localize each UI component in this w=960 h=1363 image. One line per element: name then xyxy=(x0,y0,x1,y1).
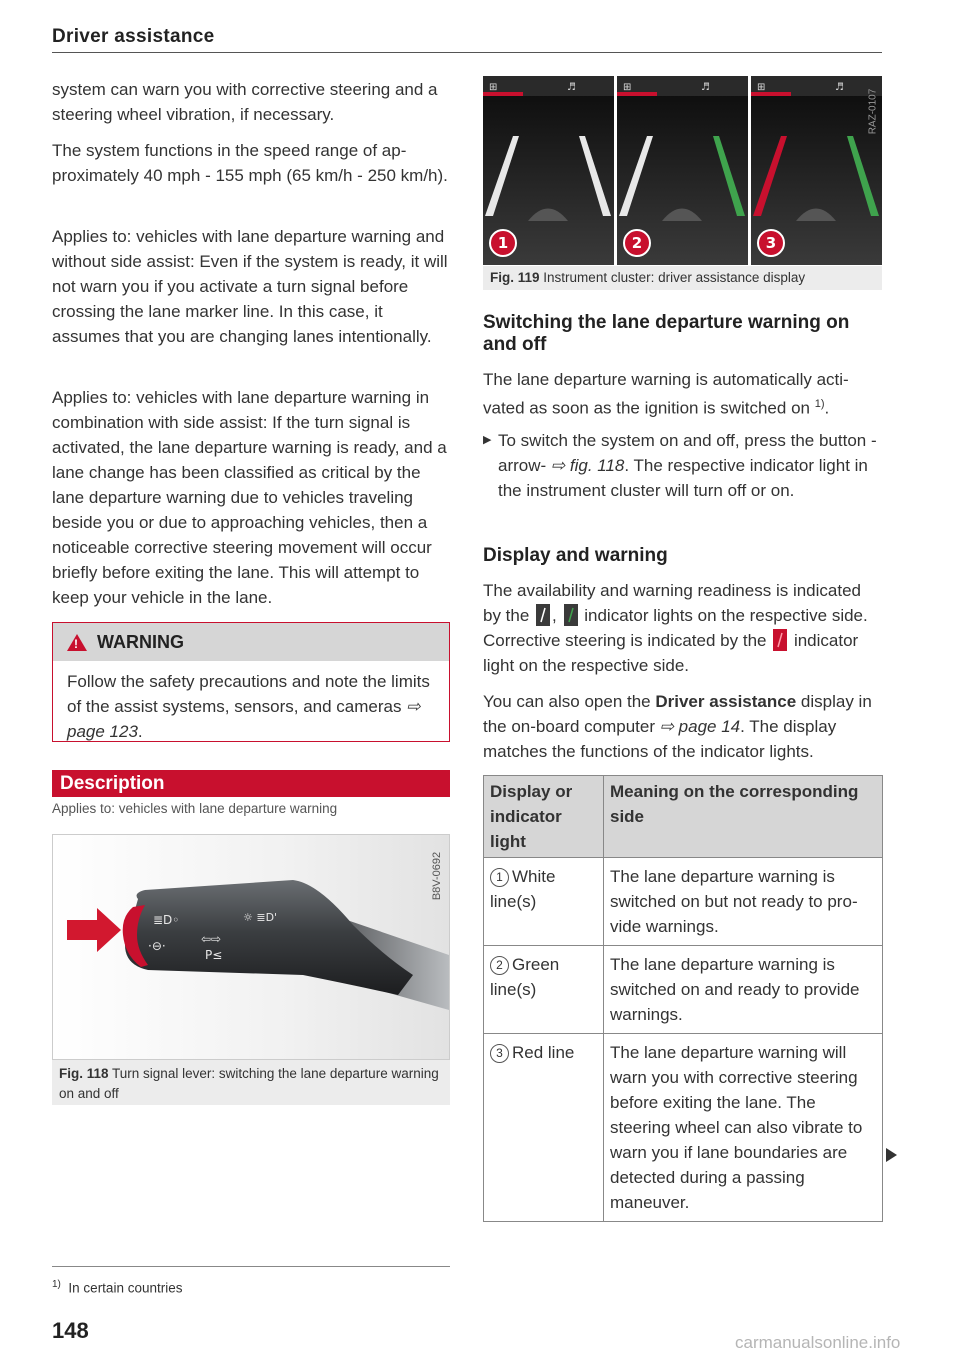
paragraph-no-side-assist: Applies to: vehicles with lane departure warning and without side assist: Even if the system is ready, it will not warn you if you activate a turn signal before crossing the lane marker line. In this case, it assumes that you are changing lanes intentionally. xyxy=(52,227,448,346)
figure-118-code: B8V-0692 xyxy=(431,851,444,901)
badge-3: 3 xyxy=(765,234,777,252)
svg-text:⊞: ⊞ xyxy=(489,82,498,93)
applies-to-note: Applies to: vehicles with lane departure warning xyxy=(52,801,338,816)
heading-switching-on-off: Switching the lane departure warning on and off xyxy=(483,312,850,355)
green-indicator-icon xyxy=(564,604,578,626)
footnote-ref[interactable]: 1) xyxy=(814,398,825,410)
svg-text:·⊖·: ·⊖· xyxy=(148,939,166,953)
circled-number-icon: 3 xyxy=(490,1044,509,1063)
warning-triangle-icon: ! xyxy=(67,634,87,651)
table-header-meaning: Meaning on the corresponding side xyxy=(604,776,883,858)
warning-box xyxy=(52,622,450,742)
driver-assistance-display-illustration xyxy=(483,76,882,265)
watermark: carmanualsonline.info xyxy=(735,1333,901,1352)
page-number: 148 xyxy=(52,1318,89,1343)
svg-text:☼ ≣D': ☼ ≣D' xyxy=(243,911,278,924)
fig-118-link[interactable]: ⇨ fig. 118 xyxy=(550,456,625,475)
paragraph-intro: system can warn you with corrective steering and a steering wheel vibration, if necessary. xyxy=(52,80,438,124)
figure-118-turn-signal-lever xyxy=(52,834,450,1060)
svg-text:♬: ♬ xyxy=(835,82,844,93)
figure-118-caption: Fig. 118 Turn signal lever: switching the lane departure warning on and off xyxy=(52,1060,450,1105)
paragraph-with-side-assist: Applies to: vehicles with lane departure warning in combination with side assist: If the turn signal is activated, the lane departure warning is ready, and a lane change has been classified as critical by the lane departure warning due to vehicles traveling beside you or due to approaching vehicles, then a noticeable corrective steering movement will occur briefly before exiting the lane. This will attempt to keep your vehicle in the lane. xyxy=(52,388,447,607)
footnote: $^{1)}$ In certain countries xyxy=(52,1279,183,1296)
badge-1: 1 xyxy=(497,234,509,252)
paragraph-indicator-lights: The availability and warning readiness is indicated by the , indicator lights on the respective side. Corrective steering is indicated by the indicator light on the respective side. xyxy=(483,581,868,675)
table-row: 3 Red line The lane departure warning will warn you with corrective steering before exiting the lane. The steering wheel can also vibrate to warn you if lane boundaries are detected during a passing maneuver. xyxy=(484,1034,883,1222)
badge-2: 2 xyxy=(631,234,643,252)
svg-text:♬: ♬ xyxy=(567,82,576,93)
bullet-arrow-icon: ▶ xyxy=(483,434,492,446)
paragraph-speed-range: The system functions in the speed range of approximately 40 mph - 155 mph (65 km/h - 250 km/h). xyxy=(52,141,448,185)
indicator-meaning-table xyxy=(483,775,883,1222)
warning-header xyxy=(53,623,449,661)
svg-text:⊞: ⊞ xyxy=(757,82,766,93)
turn-signal-lever-illustration xyxy=(53,835,449,1059)
white-indicator-icon xyxy=(536,604,550,626)
warning-body: Follow the safety precautions and note the limits of the assist systems, sensors, and cameras ⇨ page 123. xyxy=(67,672,430,741)
paragraph-onboard-computer: You can also open the Driver assistance display in the on-board computer ⇨ page 14. The display matches the functions of the indicator lights. xyxy=(483,692,872,761)
svg-text:♬: ♬ xyxy=(701,82,710,93)
svg-text:≣D◦: ≣D◦ xyxy=(153,913,180,927)
svg-text:P≤: P≤ xyxy=(205,948,223,962)
red-indicator-icon xyxy=(773,629,787,651)
figure-119-instrument-cluster xyxy=(483,76,882,265)
table-header-row xyxy=(484,776,883,858)
heading-display-warning: Display and warning xyxy=(483,545,668,566)
header-rule xyxy=(52,52,882,53)
circled-number-icon: 1 xyxy=(490,868,509,887)
bullet-switch-system: ▶ To switch the system on and off, press the button -arrow- ⇨ fig. 118. The respective indicator light in the instrument cluster will turn off or on. xyxy=(483,428,882,503)
table-row: 2 Green line(s) The lane departure warning is switched on and ready to provide warnings. xyxy=(484,946,883,1034)
page-14-link[interactable]: ⇨ page 14 xyxy=(659,717,741,736)
warning-page-link[interactable]: ⇨ page 123 xyxy=(67,697,421,741)
paragraph-auto-activation: The lane departure warning is automatically activated as soon as the ignition is switched on $^{1)}$. xyxy=(483,370,849,418)
circled-number-icon: 2 xyxy=(490,956,509,975)
footnote-rule xyxy=(52,1266,450,1267)
figure-119-code: RAZ-0107 xyxy=(867,88,879,134)
svg-text:⇦⇨: ⇦⇨ xyxy=(201,932,222,946)
warning-title: WARNING xyxy=(97,631,184,652)
section-title-description: Description xyxy=(52,770,450,797)
table-row: 1 White line(s) The lane departure warning is switched on but not ready to provide warnings. xyxy=(484,858,883,946)
table-header-display: Display or indicator light xyxy=(484,776,604,858)
running-header: Driver assistance xyxy=(52,26,215,47)
continue-arrow-icon xyxy=(886,1148,897,1162)
figure-119-caption: Fig. 119 Instrument cluster: driver assistance display xyxy=(483,266,882,290)
svg-text:⊞: ⊞ xyxy=(623,82,632,93)
